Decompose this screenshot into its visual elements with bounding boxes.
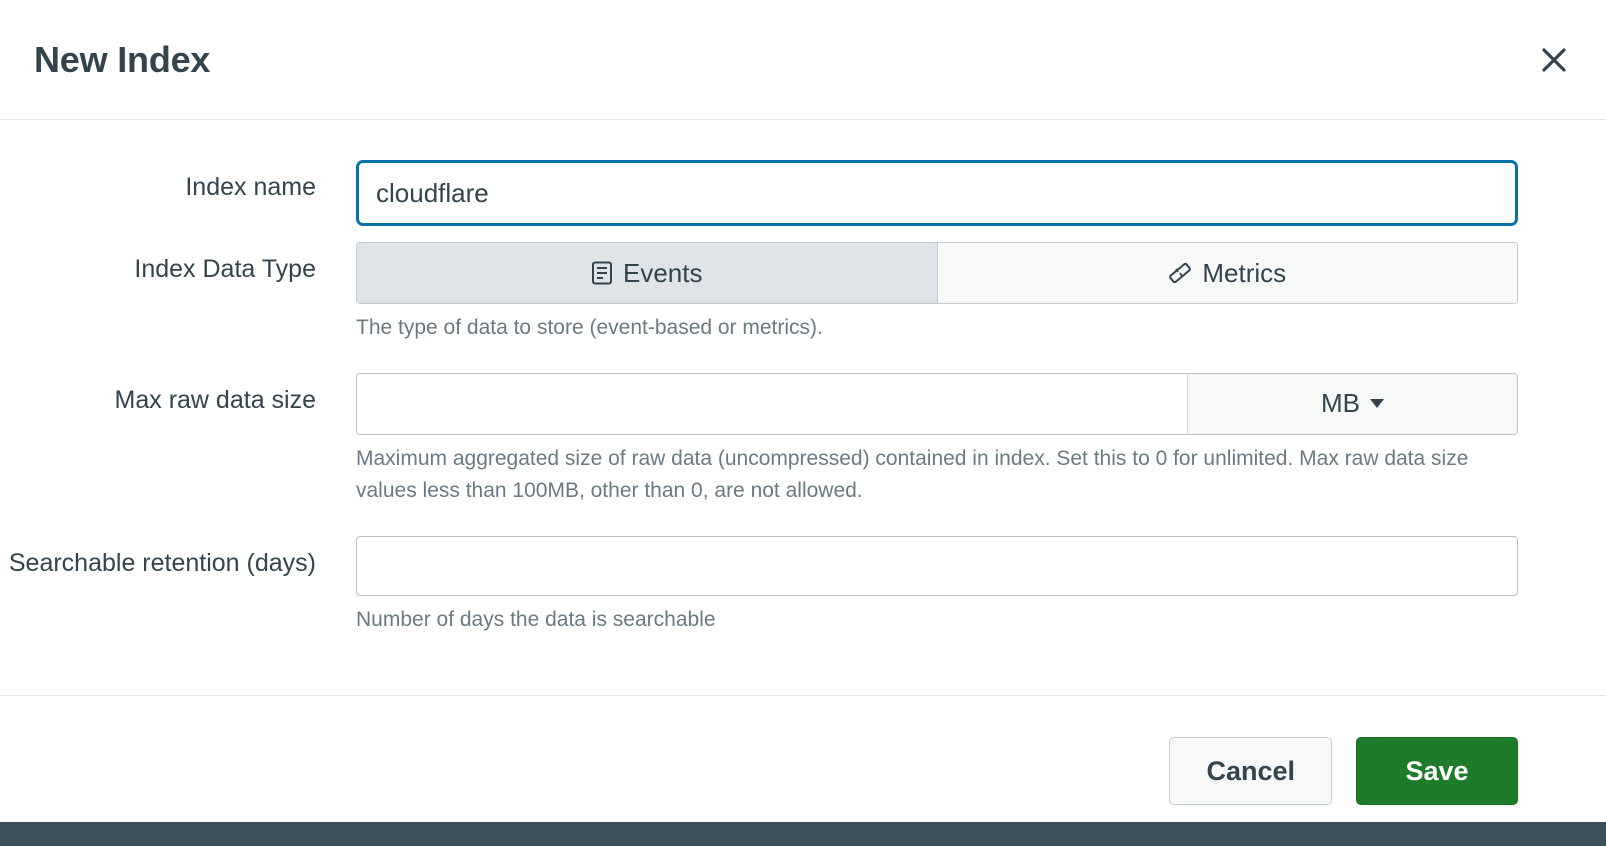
field-row-searchable-retention <box>0 536 1606 637</box>
searchable-retention-label: Searchable retention (days) <box>8 548 316 577</box>
index-name-focus-ring <box>356 160 1518 226</box>
searchable-retention-field-wrap <box>356 536 1606 637</box>
index-name-field-wrap <box>356 160 1606 226</box>
tab-events-label: Events <box>623 257 703 288</box>
index-name-input[interactable] <box>360 164 1514 222</box>
index-data-type-help: The type of data to store (event-based or metrics). <box>356 316 823 339</box>
tab-metrics-label: Metrics <box>1202 257 1287 288</box>
chevron-down-icon <box>1370 399 1384 408</box>
cancel-button[interactable]: Cancel <box>1169 737 1332 805</box>
index-name-label: Index name <box>185 173 316 201</box>
field-row-index-data-type <box>0 242 1606 345</box>
close-icon[interactable] <box>1532 38 1576 82</box>
bottom-bar <box>0 822 1606 846</box>
searchable-retention-input-wrap <box>356 536 1518 596</box>
max-raw-data-size-input-group <box>356 373 1518 435</box>
field-row-max-raw-data-size <box>0 373 1606 508</box>
max-raw-data-size-unit-select[interactable] <box>1187 374 1517 434</box>
index-data-type-field-wrap <box>356 242 1606 345</box>
max-raw-data-size-input[interactable] <box>357 374 1187 434</box>
index-data-type-label: Index Data Type <box>134 255 316 283</box>
field-row-index-name <box>0 160 1606 226</box>
dialog-header <box>0 0 1606 120</box>
page-title: New Index <box>34 38 211 80</box>
metrics-icon <box>1168 261 1192 285</box>
tab-events[interactable] <box>357 243 937 303</box>
searchable-retention-help: Number of days the data is searchable <box>356 607 716 631</box>
searchable-retention-input[interactable] <box>356 536 1518 596</box>
max-raw-data-size-unit-value: MB <box>1321 388 1360 419</box>
save-button[interactable]: Save <box>1356 737 1518 805</box>
dialog-body <box>0 120 1606 696</box>
max-raw-data-size-label: Max raw data size <box>114 385 316 414</box>
index-data-type-segmented-control <box>356 242 1518 304</box>
tab-metrics[interactable] <box>938 243 1518 303</box>
max-raw-data-size-help: Maximum aggregated size of raw data (uncompressed) contained in index. Set this to 0 for unlimited. Max raw data size values less than 100MB, other than 0, are not allowed. <box>356 446 1469 503</box>
max-raw-data-size-field-wrap <box>356 373 1606 508</box>
events-icon <box>591 261 613 285</box>
